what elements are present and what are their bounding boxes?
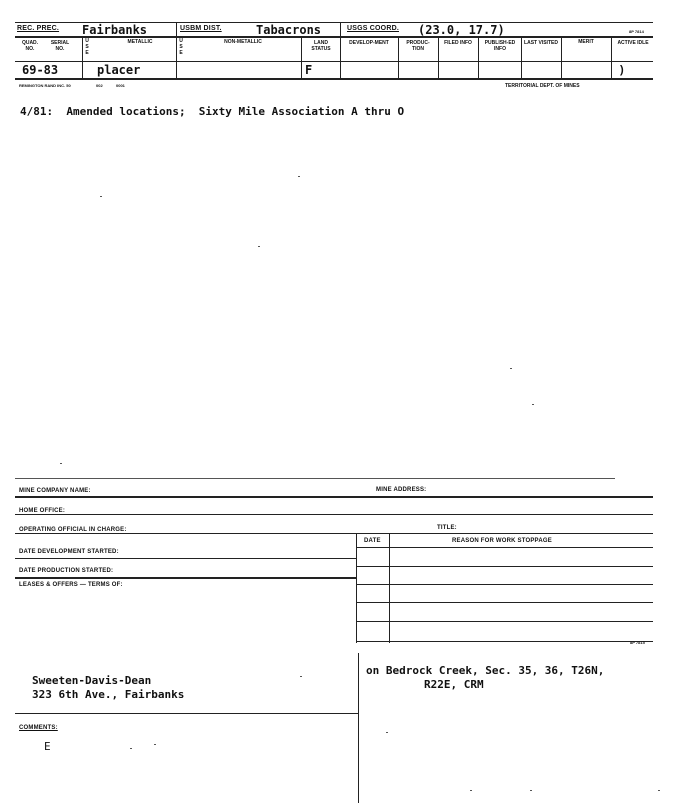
rec-prec-label: REC. PREC.: [17, 25, 60, 32]
metallic-value: placer: [97, 63, 141, 77]
date-column-label: DATE: [364, 538, 381, 544]
col-merit: MERIT: [578, 39, 594, 45]
col-last-visited: LAST VISITED: [524, 40, 558, 46]
company-block: [32, 674, 184, 702]
title-label: TITLE:: [437, 525, 457, 531]
reason-column-label: REASON FOR WORK STOPPAGE: [452, 538, 552, 544]
printer-code-1: 002: [96, 83, 103, 88]
mine-address-line1: on Bedrock Creek, Sec. 35, 36, T26N,: [366, 664, 605, 677]
col-active-idle: ACTIVE IDLE: [617, 40, 649, 46]
col-production: PRODUC-TION: [406, 40, 430, 52]
col-filed-info: FILED INFO: [444, 40, 472, 46]
mine-company-name-label: MINE COMPANY NAME:: [19, 488, 91, 494]
col-land-status: LAND STATUS: [311, 40, 331, 52]
col-serial-no: SERIAL NO.: [50, 40, 70, 52]
leases-offers-label: LEASES & OFFERS — TERMS OF:: [19, 582, 123, 588]
quad-serial-value: 69-83: [22, 63, 59, 77]
department-imprint: TERRITORIAL DEPT. OF MINES: [505, 83, 580, 89]
active-idle-mark: ): [620, 64, 624, 76]
form-number-bottom: 8P 7815: [630, 640, 645, 645]
amendment-note: 4/81: Amended locations; Sixty Mile Association A thru O: [20, 105, 405, 118]
usgs-coord-label: USGS COORD.: [347, 25, 399, 32]
mine-address-label: MINE ADDRESS:: [376, 487, 427, 493]
rec-prec-value: Fairbanks: [82, 23, 148, 37]
operating-official-label: OPERATING OFFICIAL IN CHARGE:: [19, 527, 127, 533]
usgs-coord-value: (23.0, 17.7): [418, 23, 505, 37]
form-number-top: 8P 7814: [629, 29, 644, 34]
printer-code-2: 0001: [116, 83, 125, 88]
printer-imprint: REMINGTON RAND INC. 50: [19, 83, 71, 88]
land-status-value: F: [305, 63, 313, 77]
col-non-metallic: NON-METALLIC: [224, 39, 262, 45]
comments-label: COMMENTS:: [19, 725, 58, 731]
col-use-code-2: U S E: [179, 38, 183, 56]
col-metallic: METALLIC: [127, 39, 153, 45]
col-development: DEVELOP-MENT: [349, 40, 389, 46]
col-quad-no: QUAD. NO.: [21, 40, 39, 52]
date-production-label: DATE PRODUCTION STARTED:: [19, 568, 114, 574]
home-office-label: HOME OFFICE:: [19, 508, 66, 514]
col-published-info: PUBLISH-ED INFO: [484, 40, 516, 52]
mine-address-line2: R22E, CRM: [424, 678, 484, 691]
usbm-dist-value: Tabacrons: [256, 23, 322, 37]
date-development-label: DATE DEVELOPMENT STARTED:: [19, 549, 119, 555]
mine-address-block: [366, 664, 604, 692]
company-name-value: Sweeten-Davis-Dean: [32, 674, 152, 687]
col-use-code-1: U S E: [85, 38, 89, 56]
usbm-dist-label: USBM DIST.: [180, 25, 222, 32]
comments-value: E: [44, 740, 51, 753]
company-address-value: 323 6th Ave., Fairbanks: [32, 688, 185, 701]
